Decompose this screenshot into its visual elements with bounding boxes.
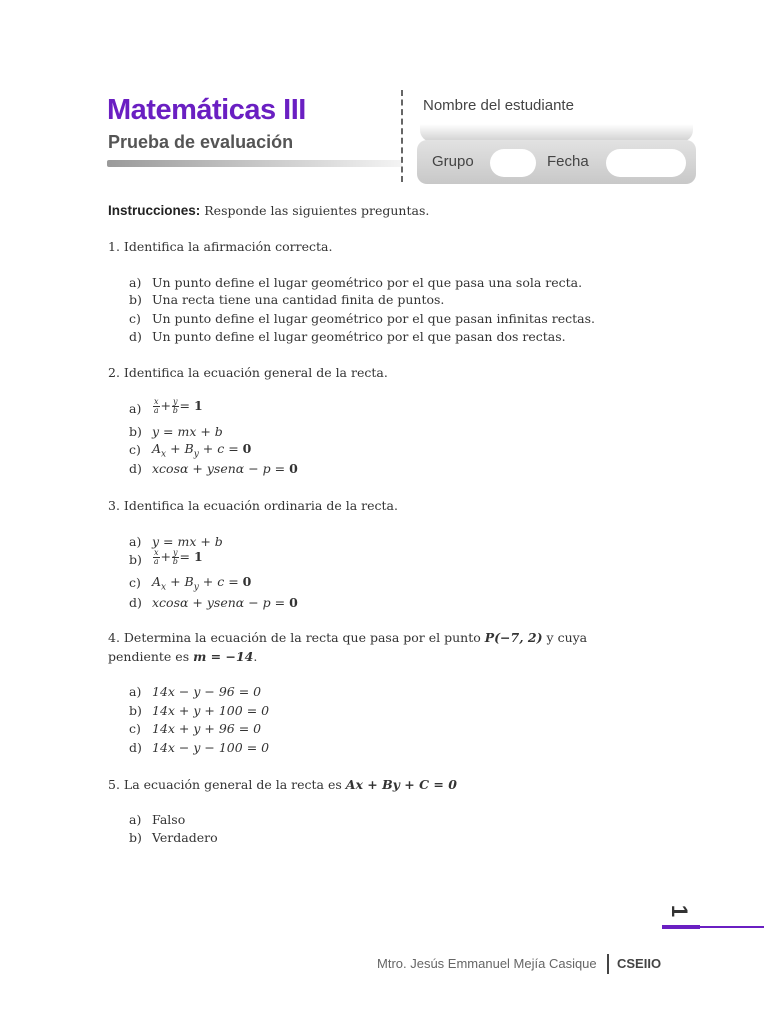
option-letter: a) [129,401,142,416]
instructions-label: Instrucciones: [108,203,201,218]
question-4-text-line2: pendiente es m = −14. [108,649,258,664]
option-letter: b) [129,703,142,718]
q1-option-c: Un punto define el lugar geométrico por el que pasan infinitas rectas. [152,311,595,326]
title-underline [107,160,402,167]
option-letter: c) [129,442,141,457]
footer-organization: CSEIIO [617,956,662,971]
question-5-text: 5. La ecuación general de la recta es Ax + By + C = 0 [108,777,457,792]
option-letter: b) [129,292,142,307]
option-letter: a) [129,812,142,827]
footer-accent-thick [662,925,700,929]
group-field[interactable] [490,149,536,177]
option-letter: d) [129,461,142,476]
q5-option-a: Falso [152,812,186,827]
q1-option-b: Una recta tiene una cantidad finita de puntos. [152,292,445,307]
footer-author: Mtro. Jesús Emmanuel Mejía Casique [377,956,597,971]
question-2-text: 2. Identifica la ecuación general de la recta. [108,365,388,380]
q5-option-b: Verdadero [152,830,218,845]
page-subtitle: Prueba de evaluación [108,132,294,152]
q4-option-c: 14x + y + 96 = 0 [152,721,262,736]
q2-option-d: xcosα + ysenα − p = 0 [152,461,298,476]
option-letter: b) [129,424,142,439]
question-3-text: 3. Identifica la ecuación ordinaria de la recta. [108,498,398,513]
q4-option-b: 14x + y + 100 = 0 [152,703,270,718]
q3-option-d: xcosα + ysenα − p = 0 [152,595,298,610]
point: P(−7, 2) [484,630,543,645]
q1-option-d: Un punto define el lugar geométrico por el que pasan dos rectas. [152,329,566,344]
instructions-text: Responde las siguientes preguntas. [204,203,430,218]
header-divider [401,90,403,182]
date-label: Fecha [547,153,589,170]
page-title: Matemáticas III [107,94,306,126]
option-letter: d) [129,595,142,610]
q3-option-a: y = mx + b [152,534,223,549]
option-letter: b) [129,552,142,567]
q2-option-a: $\frac{x}{a}$ + $\frac{y}{b}$ = 1 [153,397,203,415]
q2-option-b: y = mx + b [152,424,223,439]
question-4-text: 4. Determina la ecuación de la recta que pasa por el punto P(−7, 2) y cuya [108,630,588,645]
q3-option-c: $A_x + B_y + c = 0$ [152,574,252,593]
option-letter: a) [129,275,142,290]
option-letter: b) [129,830,142,845]
option-letter: a) [129,684,142,699]
q4-option-d: 14x − y − 100 = 0 [152,740,270,755]
question-1-text: 1. Identifica la afirmación correcta. [108,239,333,254]
instructions [108,203,429,219]
page-number: 1 [667,904,692,918]
q1-option-a: Un punto define el lugar geométrico por el que pasa una sola recta. [152,275,583,290]
group-label: Grupo [432,153,474,170]
option-letter: d) [129,329,142,344]
option-letter: d) [129,740,142,755]
q3-option-b: $\frac{x}{a}$ + $\frac{y}{b}$ = 1 [153,548,203,566]
date-field[interactable] [606,149,686,177]
slope: m = −14 [193,649,254,664]
option-letter: c) [129,721,141,736]
q4-option-a: 14x − y − 96 = 0 [152,684,262,699]
q2-option-c: $A_x + B_y + c = 0$ [152,441,252,460]
student-name-label: Nombre del estudiante [423,97,574,114]
equation: Ax + By + C = 0 [345,777,457,792]
footer-separator [607,954,609,974]
option-letter: c) [129,311,141,326]
option-letter: a) [129,534,142,549]
option-letter: c) [129,575,141,590]
